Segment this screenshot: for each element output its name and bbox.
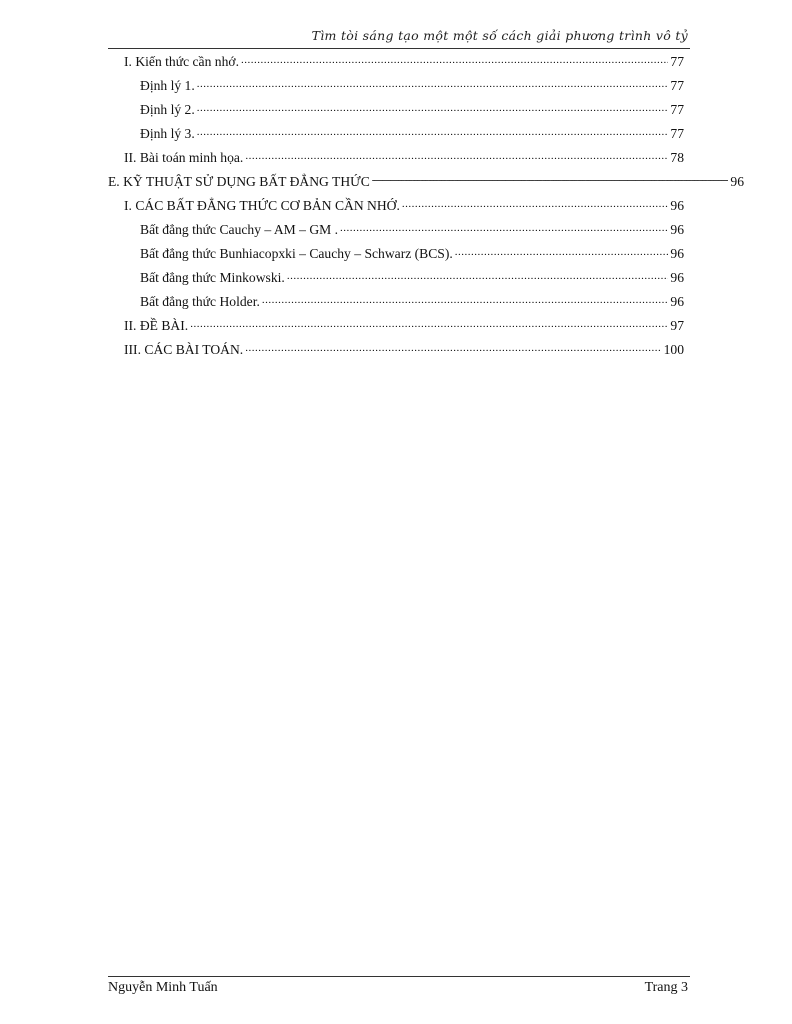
toc-leader: [455, 241, 669, 262]
toc-entry-page: 77: [670, 78, 684, 93]
toc-entry-label: I. CÁC BẤT ĐẲNG THỨC CƠ BẢN CẦN NHỚ.: [124, 198, 400, 213]
footer-author: Nguyễn Minh Tuấn: [108, 980, 218, 995]
toc-entry-page: 77: [670, 126, 684, 141]
toc-entry[interactable]: [140, 268, 684, 288]
toc-entry-label: Bất đẳng thức Cauchy – AM – GM .: [140, 222, 339, 237]
toc-entry-label: E. KỸ THUẬT SỬ DỤNG BẤT ĐẲNG THỨC: [108, 174, 370, 189]
toc-leader: [197, 121, 669, 142]
toc-entry[interactable]: [140, 292, 684, 312]
toc-entry[interactable]: [124, 52, 684, 72]
toc-entry-label: Bất đẳng thức Minkowski.: [140, 270, 285, 285]
toc-leader: [241, 49, 668, 70]
toc-entry-label: II. ĐỀ BÀI.: [124, 318, 189, 333]
toc-entry-label: Bất đẳng thức Holder.: [140, 294, 260, 309]
toc-entry-page: 97: [670, 318, 684, 333]
toc-leader: [340, 217, 668, 238]
toc-entry-page: 77: [670, 102, 684, 117]
toc-entry[interactable]: [140, 244, 684, 264]
toc-entry-label: Định lý 1.: [140, 78, 195, 93]
toc-entry-label: Định lý 3.: [140, 126, 195, 141]
toc-leader: [262, 289, 669, 310]
footer-page-number: Trang 3: [644, 980, 688, 995]
toc-entry[interactable]: [140, 124, 684, 144]
toc-entry-label: Bất đẳng thức Bunhiacopxki – Cauchy – Schwarz (BCS).: [140, 246, 453, 261]
toc-entry-page: 96: [670, 270, 684, 285]
toc-entry-page: 96: [730, 174, 744, 189]
toc-entry-page: 78: [670, 150, 684, 165]
toc-leader: [287, 265, 669, 286]
toc-entry-page: 96: [670, 246, 684, 261]
toc-entry-label: I. Kiến thức cần nhớ.: [124, 54, 239, 69]
toc-entry-page: 96: [670, 222, 684, 237]
toc-leader: [197, 97, 669, 118]
running-header: Tìm tòi sáng tạo một một số cách giải phương trình vô tỷ: [311, 28, 688, 43]
toc-entry-page: 96: [670, 294, 684, 309]
toc-leader: [245, 337, 661, 358]
toc-entry-page: 96: [670, 198, 684, 213]
toc-entry[interactable]: [124, 316, 684, 336]
toc-entry-page: 77: [670, 54, 684, 69]
toc-entry[interactable]: [124, 340, 684, 360]
toc-leader: [245, 145, 668, 166]
toc-entry-page: 100: [663, 342, 684, 357]
toc-entry[interactable]: [124, 196, 684, 216]
toc-entry-label: II. Bài toán minh họa.: [124, 150, 244, 165]
toc-entry[interactable]: [124, 148, 684, 168]
toc-entry-label: III. CÁC BÀI TOÁN.: [124, 342, 244, 357]
toc-leader: [190, 313, 668, 334]
toc-leader: [197, 73, 669, 94]
toc-entry-label: Định lý 2.: [140, 102, 195, 117]
toc-entry[interactable]: [140, 220, 684, 240]
toc-leader: [372, 169, 729, 190]
toc-entry[interactable]: [140, 76, 684, 96]
toc-entry[interactable]: [108, 172, 744, 192]
footer-rule: [108, 976, 690, 977]
toc-leader: [402, 193, 669, 214]
toc-entry[interactable]: [140, 100, 684, 120]
